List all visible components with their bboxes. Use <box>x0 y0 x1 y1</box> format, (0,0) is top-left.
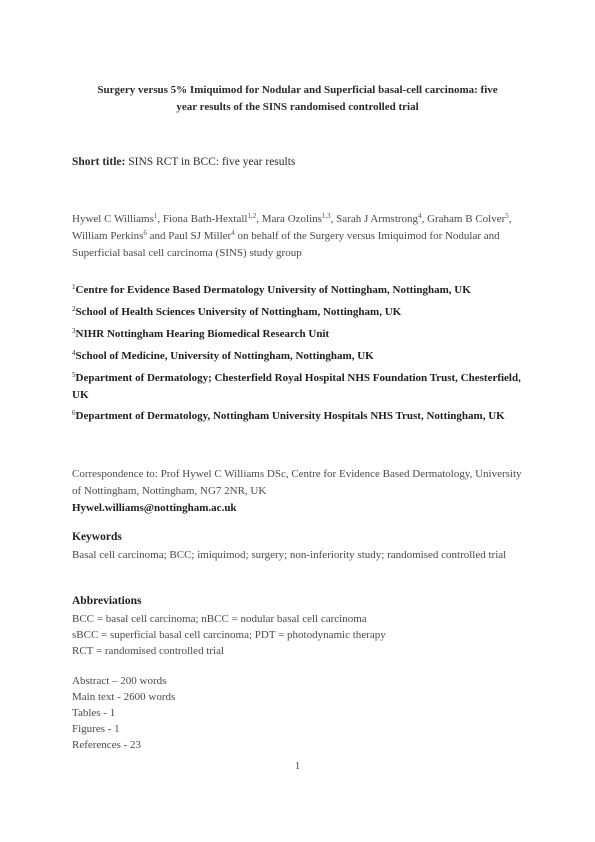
count-line: Tables - 1 <box>72 707 116 719</box>
affiliation-text: School of Medicine, University of Nottingham, Nottingham, UK <box>75 350 374 362</box>
author-name: , Mara Ozolins <box>256 213 322 225</box>
count-line: References - 23 <box>72 739 142 751</box>
abbreviation-line: BCC = basal cell carcinoma; nBCC = nodular basal cell carcinoma <box>72 613 367 625</box>
author-affiliation-mark: 4 <box>418 212 422 220</box>
short-title-text: SINS RCT in BCC: five year results <box>128 156 296 168</box>
author-list <box>72 211 523 262</box>
author-name: , Sarah J Armstrong <box>330 213 419 225</box>
author-name: , William Perkins <box>72 213 512 242</box>
abbreviation-line: RCT = randomised controlled trial <box>72 645 225 657</box>
affiliation-1 <box>72 282 523 299</box>
author-affiliation-mark: 1,3 <box>321 212 331 220</box>
correspondence-text: Correspondence to: Prof Hywel C Williams DSc, Centre for Evidence Based Dermatology, University of Nottingham, Nottingham, NG7 2NR, UK <box>72 468 522 497</box>
affiliation-6 <box>72 408 523 425</box>
affiliation-5 <box>72 370 523 404</box>
author-name: , Graham B Colver <box>421 213 506 225</box>
affiliation-3 <box>72 326 523 343</box>
affiliation-2 <box>72 304 523 321</box>
affiliation-mark: 5 <box>72 371 76 379</box>
author-name: , Fiona Bath-Hextall <box>157 213 248 225</box>
abbreviations-list <box>72 611 523 659</box>
affiliation-text: NIHR Nottingham Hearing Biomedical Research Unit <box>75 328 330 340</box>
author-affiliation-mark: 4 <box>231 229 235 237</box>
author-affiliation-mark: 5 <box>505 212 509 220</box>
count-line: Abstract – 200 words <box>72 675 167 687</box>
affiliation-4 <box>72 348 523 365</box>
paper-title-line-1: Surgery versus 5% Imiquimod for Nodular and Superficial basal-cell carcinoma: five <box>97 84 498 96</box>
page-number: 1 <box>294 761 301 772</box>
affiliation-text: Centre for Evidence Based Dermatology University of Nottingham, Nottingham, UK <box>75 284 471 296</box>
keywords-heading: Keywords <box>72 531 122 543</box>
author-affiliation-mark: 6 <box>143 229 147 237</box>
paper-title <box>72 82 523 116</box>
short-title <box>72 154 523 170</box>
affiliation-mark: 2 <box>72 305 76 313</box>
affiliation-mark: 4 <box>72 349 76 357</box>
author-name: Hywel C Williams <box>72 213 154 225</box>
affiliation-mark: 3 <box>72 327 76 335</box>
abbreviation-line: sBCC = superficial basal cell carcinoma; PDT = photodynamic therapy <box>72 629 386 641</box>
affiliation-text: Department of Dermatology; Chesterfield Royal Hospital NHS Foundation Trust, Chesterfield, UK <box>72 372 521 401</box>
correspondence-block <box>72 466 523 517</box>
short-title-label: Short title: <box>72 156 126 168</box>
affiliation-mark: 6 <box>72 409 76 417</box>
abbreviations-heading: Abbreviations <box>72 595 142 607</box>
correspondence-email: Hywel.williams@nottingham.ac.uk <box>72 502 237 514</box>
author-affiliation-mark: 1,2 <box>247 212 257 220</box>
author-list-tail: on behalf of the Surgery versus Imiquimod for Nodular and Superficial basal cell carcinoma (SINS) study group <box>72 230 500 259</box>
author-affiliation-mark: 1 <box>153 212 158 220</box>
keywords-text: Basal cell carcinoma; BCC; imiquimod; surgery; non-inferiority study; randomised controlled trial <box>72 549 507 561</box>
paper-title-line-2: year results of the SINS randomised controlled trial <box>176 101 419 113</box>
count-line: Figures - 1 <box>72 723 120 735</box>
affiliation-text: Department of Dermatology, Nottingham University Hospitals NHS Trust, Nottingham, UK <box>75 410 505 422</box>
affiliation-mark: 1 <box>72 283 76 291</box>
affiliation-text: School of Health Sciences University of Nottingham, Nottingham, UK <box>75 306 402 318</box>
manuscript-counts <box>72 673 523 753</box>
author-name: and Paul SJ Miller <box>146 230 232 242</box>
count-line: Main text - 2600 words <box>72 691 176 703</box>
